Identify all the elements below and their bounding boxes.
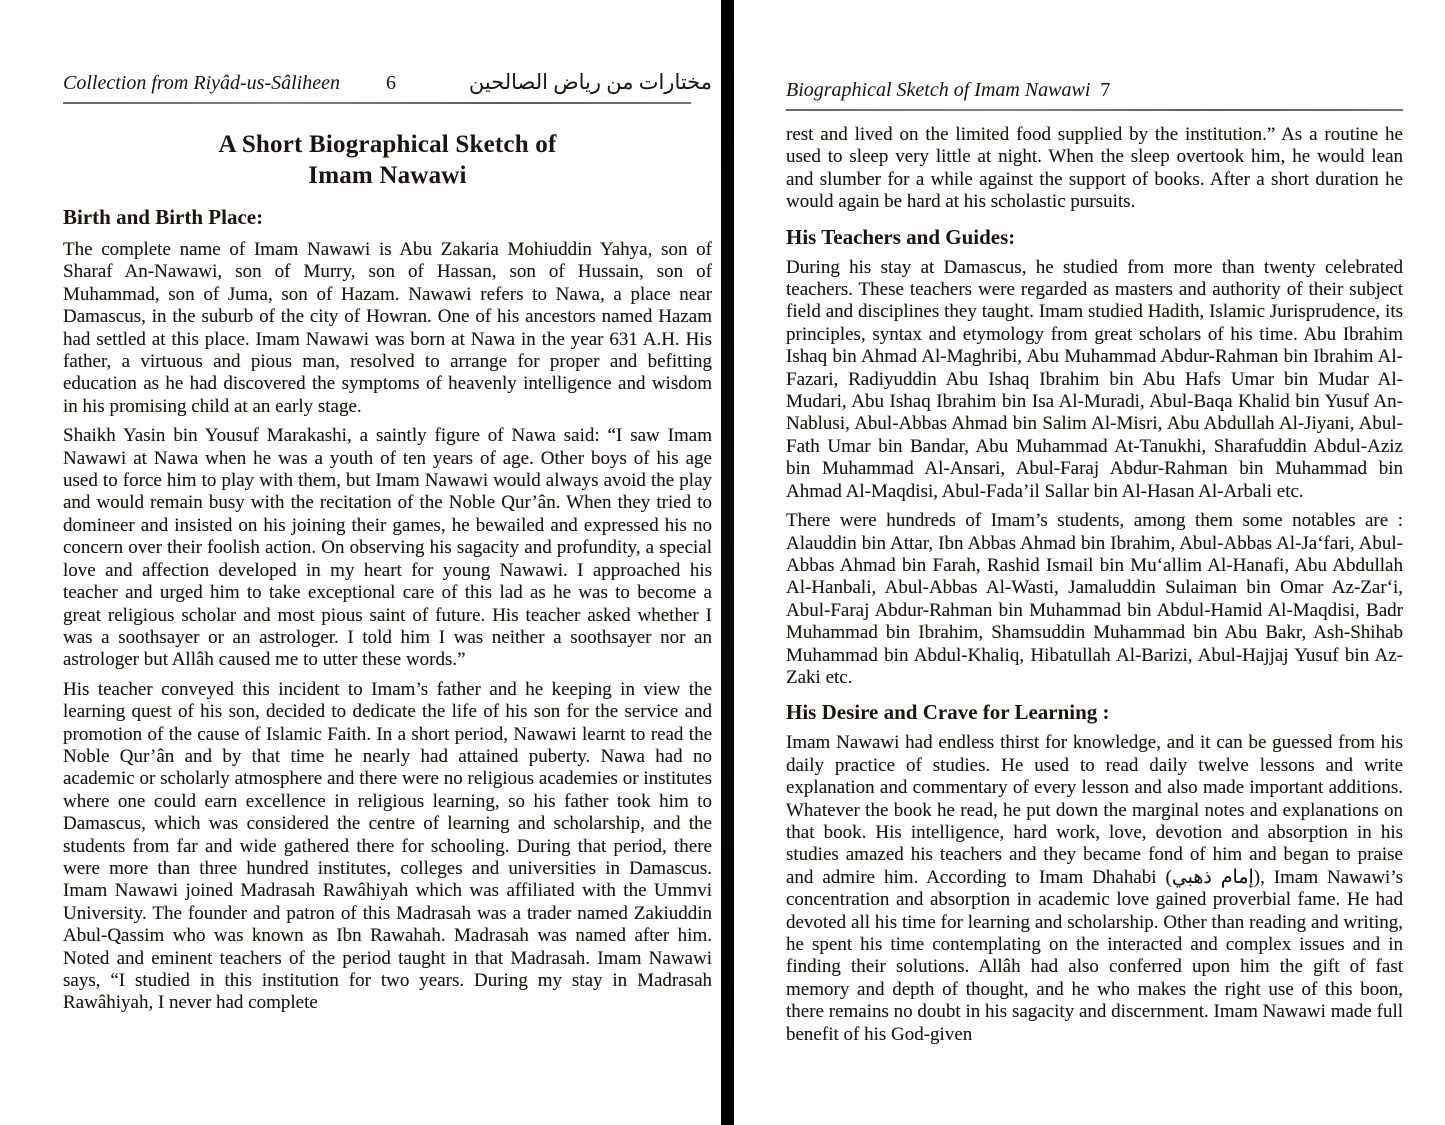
left-page-number: 6 [385, 72, 396, 94]
right-running-head [786, 78, 1403, 102]
left-header-title: Collection from Riyâd-us-Sâliheen [63, 72, 340, 94]
chapter-title [63, 129, 712, 191]
paragraph-education-damascus: His teacher conveyed this incident to Imam’s father and he keeping in view the learning quest of his son, decided to dedicate the life of his son for the service and promotion of the cause of Islamic Faith. In a short period, Nawawi learnt to read the Noble Qur’ân and by that time he nearly had attained puberty. Nawa had no academic or scholarly atmosphere and there were no religious academies or institutes where one could earn excellence in religious learning, so his father took him to Damascus, which was considered the centre of learning and scholarship, and the students from far and wide gathered there for schooling. During that period, there were more than three hundred institutes, colleges and universities in Damascus. Imam Nawawi joined Madrasah Rawâhiyah which was affiliated with the Ummvi University. The founder and patron of this Madrasah was a trader named Zakiuddin Abul-Qassim who was known as Ibn Rawahah. Madrasah was named after him. Noted and eminent teachers of the period taught in that Madrasah. Imam Nawawi says, “I studied in this institution for two years. During my stay in Madrasah Rawâhiyah, I never had complete [63, 678, 712, 1014]
left-header-arabic-title: مختارات من رياض الصالحين [468, 70, 712, 94]
section-heading-desire-learning: His Desire and Crave for Learning : [786, 700, 1110, 725]
chapter-title-line2: Imam Nawawi [308, 162, 467, 189]
chapter-title-line1: A Short Biographical Sketch of [218, 131, 557, 158]
paragraph-institution-routine: rest and lived on the limited food supplied by the institution.” As a routine he used to sleep very little at night. When the sleep overtook him, he would lean and slumber for a while against the support of books. After a short duration he would again be hard at his scholastic pursuits. [786, 124, 1403, 213]
left-page [63, 70, 712, 1022]
paragraph-teachers-list: During his stay at Damascus, he studied from more than twenty celebrated teachers. These teachers were regarded as masters and authority of their subject field and disciplines they taught. Imam studied Hadith, Islamic Jurisprudence, its principles, syntax and etymology from great scholars of his time. Abu Ibrahim Ishaq bin Ahmad Al-Maghribi, Abu Muhammad Abdur-Rahman bin Ibrahim Al-Fazari, Radiyuddin Abu Ishaq Ibrahim bin Abu Hafs Umar bin Mudar Al-Mudari, Abu Ishaq Ibrahim bin Isa Al-Muradi, Abul-Baqa Khalid bin Yusuf An-Nablusi, Abul-Abbas Ahmad bin Salim Al-Misri, Abu Abdullah Al-Jiyani, Abul-Fath Umar bin Bandar, Abu Muhammad At-Tanukhi, Sharafuddin Abdul-Aziz bin Muhammad Al-Ansari, Abul-Faraj Abdur-Rahman bin Muhammad bin Ahmad Al-Maqdisi, Abul-Fada’il Sallar bin Al-Hasan Al-Arbali etc. [786, 256, 1403, 502]
section-heading-teachers-guides: His Teachers and Guides: [786, 224, 1016, 249]
right-header-rule [786, 109, 1403, 111]
right-page [786, 78, 1403, 1053]
left-header-rule [63, 102, 691, 104]
left-running-head [63, 70, 712, 95]
right-header-title: Biographical Sketch of Imam Nawawi [786, 79, 1091, 101]
paragraph-shaikh-yasin-quote: Shaikh Yasin bin Yousuf Marakashi, a saintly figure of Nawa said: “I saw Imam Nawawi at Nawa when he was a youth of ten years of age. Other boys of his age used to force him to play with them, but Imam Nawawi would always avoid the play and would remain busy with the recitation of the Noble Qur’ân. When they tried to domineer and insisted on his joining their games, he bewailed and expressed his no concern over their foolish action. On observing his sagacity and profundity, a special love and affection developed in my heart for young Nawawi. I approached his teacher and urged him to take exceptional care of this lad as he was to become a great religious scholar and most pious saint of future. His teacher asked whether I was a soothsayer or an astrologer. I told him I was neither a soothsayer nor an astrologer but Allâh caused me to utter these words.” [63, 425, 712, 671]
paragraph-name-and-birth: The complete name of Imam Nawawi is Abu Zakaria Mohiuddin Yahya, son of Sharaf An-Nawawi, son of Murry, son of Hassan, son of Hussain, son of Muhammad, son of Juma, son of Hazam. Nawawi refers to Nawa, a place near Damascus, in the suburb of the city of Howran. One of his ancestors named Hazam had settled at this place. Imam Nawawi was born at Nawa in the year 631 A.H. His father, a virtuous and pious man, resolved to arrange for proper and befitting education as he had discovered the symptoms of heavenly intelligence and wisdom in his promising child at an early stage. [63, 239, 712, 417]
section-heading-birth-place: Birth and Birth Place: [63, 205, 264, 229]
spine-divider [721, 0, 734, 1125]
paragraph-students-list: There were hundreds of Imam’s students, among them some notables are : Alauddin bin Attar, Ibn Abbas Ahmad bin Ibrahim, Abul-Abbas Al-Ja‘fari, Abul-Abbas Ahmad bin Farah, Rashid Ismail bin Mu‘allim Al-Hanafi, Abu Abdullah Al-Hanbali, Abul-Abbas Al-Wasti, Jamaluddin Sulaiman bin Omar Az-Zar‘i, Abul-Faraj Abdur-Rahman bin Muhammad bin Abdul-Hamid Al-Maqdisi, Badr Muhammad bin Ibrahim, Shamsuddin Muhammad bin Abu Bakr, Ash-Shihab Muhammad bin Abdul-Khaliq, Hibatullah Al-Barizi, Abul-Hajjaj Yusuf bin Az-Zaki etc. [786, 510, 1403, 688]
paragraph-thirst-for-knowledge: Imam Nawawi had endless thirst for knowledge, and it can be guessed from his daily practice of studies. He used to read daily twelve lessons and write explanation and commentary of every lesson and also made important additions. Whatever the book he read, he put down the marginal notes and explanations on that book. His intelligence, hard work, love, devotion and absorption in his studies amazed his teachers and they became fond of him and began to praise and admire him. According to Imam Dhahabi (إمام ذهبي), Imam Nawawi’s concentration and absorption in academic love gained proverbial fame. He had devoted all his time for learning and scholarship. Other than reading and writing, he spent his time contemplating on the interacted and complex issues and in finding their solutions. Allâh had also conferred upon him the gift of fast memory and depth of thought, and he who makes the right use of this boon, there remains no doubt in his sagacity and discernment. Imam Nawawi made full benefit of his God-given [786, 732, 1403, 1045]
right-page-number: 7 [1100, 79, 1111, 101]
